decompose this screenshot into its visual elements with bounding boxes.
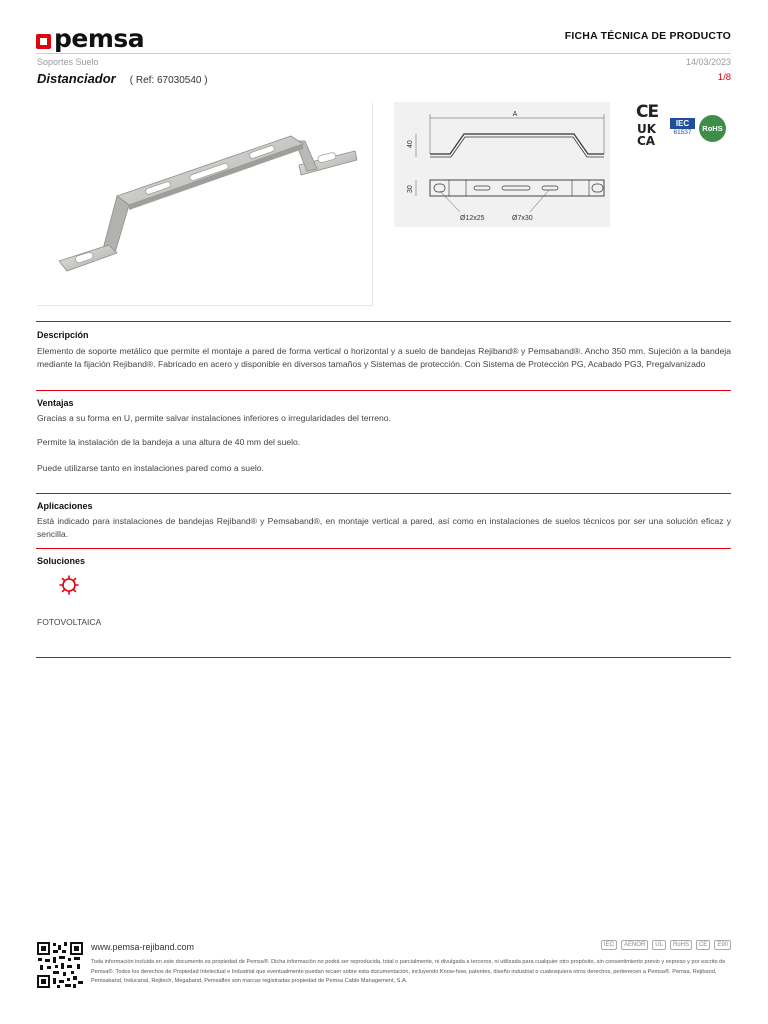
certifications <box>636 102 731 154</box>
ce-mark-icon: CE <box>636 102 659 122</box>
dim-40-label: 40 <box>407 140 414 148</box>
footer-cert-iec-icon: IEC <box>601 940 617 950</box>
ventaja-item: Permite la instalación de la bandeja a una altura de 40 mm del suelo. <box>37 437 301 447</box>
page-number: 1/8 <box>717 72 731 83</box>
section-divider <box>36 657 731 658</box>
ukca-line-1: UK <box>637 122 657 136</box>
dimension-drawing <box>394 102 610 227</box>
dim-30-label: 30 <box>407 185 414 193</box>
logo-text: pemsa <box>54 24 145 53</box>
iec-mark-icon <box>670 118 695 136</box>
footer-cert-aenor-icon: AENOR <box>621 940 648 950</box>
header-divider <box>36 53 731 54</box>
descripcion-text: Elemento de soporte metálico que permite el montaje a pared de forma vertical o horizontal y a suelo de bandejas Rejiband® y Pemsaband®. Ancho 350 mm. Sujeción a la bandeja mediante la fijación Rejiband®. Fabricado en acero y disponible en diversos tamaños y Sistemas de protección. Con Sistema de Protección PG, Acabado PG3, Pregalvanizado <box>37 346 731 369</box>
section-divider <box>36 390 731 391</box>
section-divider <box>36 548 731 549</box>
section-divider <box>36 493 731 494</box>
sun-icon <box>59 575 79 595</box>
ukca-line-2: CA <box>637 134 656 148</box>
footer-cert-e90-icon: E90 <box>714 940 731 950</box>
pemsa-logo <box>36 24 144 53</box>
product-reference: ( Ref: 67030540 ) <box>129 75 208 86</box>
product-photo <box>37 103 373 306</box>
section-title-soluciones: Soluciones <box>37 556 86 566</box>
footer-cert-ul-icon: UL <box>652 940 666 950</box>
technical-drawing <box>394 102 610 227</box>
section-title-ventajas: Ventajas <box>37 398 74 408</box>
document-title: FICHA TÉCNICA DE PRODUCTO <box>564 30 731 42</box>
document-date: 14/03/2023 <box>685 57 731 67</box>
ventaja-item: Puede utilizarse tanto en instalaciones pared como a suelo. <box>37 463 264 473</box>
footer-cert-ce-icon: CE <box>696 940 710 950</box>
spacer-bracket-image <box>37 103 373 306</box>
logo-mark-icon <box>36 34 51 49</box>
footer-cert-marks <box>601 940 731 950</box>
rohs-mark-icon: RoHS <box>699 115 726 142</box>
hole-2-label: Ø7x30 <box>512 215 533 222</box>
hole-1-label: Ø12x25 <box>460 215 485 222</box>
ukca-mark-icon <box>637 123 656 147</box>
aplicaciones-text: Está indicado para instalaciones de bandejas Rejiband® y Pemsaband®, en montaje vertical a pared, así como en instalaciones de suelos técnicos por ser una solución eficaz y sencilla. <box>37 516 731 539</box>
footer-cert-rohs-icon: RoHS <box>670 940 692 950</box>
qr-code-icon[interactable] <box>37 942 83 988</box>
section-title-descripcion: Descripción <box>37 330 89 340</box>
solution-label-fotovoltaica[interactable]: FOTOVOLTAICA <box>37 617 102 627</box>
iec-label: IEC <box>670 118 695 129</box>
product-category: Soportes Suelo <box>37 57 99 67</box>
section-divider <box>36 321 731 322</box>
ventaja-item: Gracias a su forma en U, permite salvar instalaciones inferiores o irregularidades del terreno. <box>37 413 391 423</box>
product-name: Distanciador <box>37 71 116 86</box>
dim-a-label: A <box>512 111 518 118</box>
section-title-aplicaciones: Aplicaciones <box>37 501 93 511</box>
website-link[interactable]: www.pemsa-rejiband.com <box>91 942 195 952</box>
product-heading <box>37 71 208 86</box>
legal-notice: Toda información incluida en este documento es propiedad de Pemsa®. Dicha información no podrá ser reproducida, total o parcialmente, ni divulgada a terceros, ni utilizada para cualquier otro propósito, sin consentimiento previo y expreso y por escrito de Pemsa®. Todos los derechos de Propiedad Intelectual e Industrial que eventualmente puedan recaer sobre esta documentación, incluyendo Know-how, patentes, diseño industrial o cualesquiera otros derechos, pertenecen a Pemsa®. Pemsa, Rejiband, Pemsaband, Inducanal, Rejitech, Megaband, Pemsaflex son marcas registradas propiedad de Pemsa Cable Management, S.A. <box>91 959 726 984</box>
iec-number: 61537 <box>673 129 692 136</box>
